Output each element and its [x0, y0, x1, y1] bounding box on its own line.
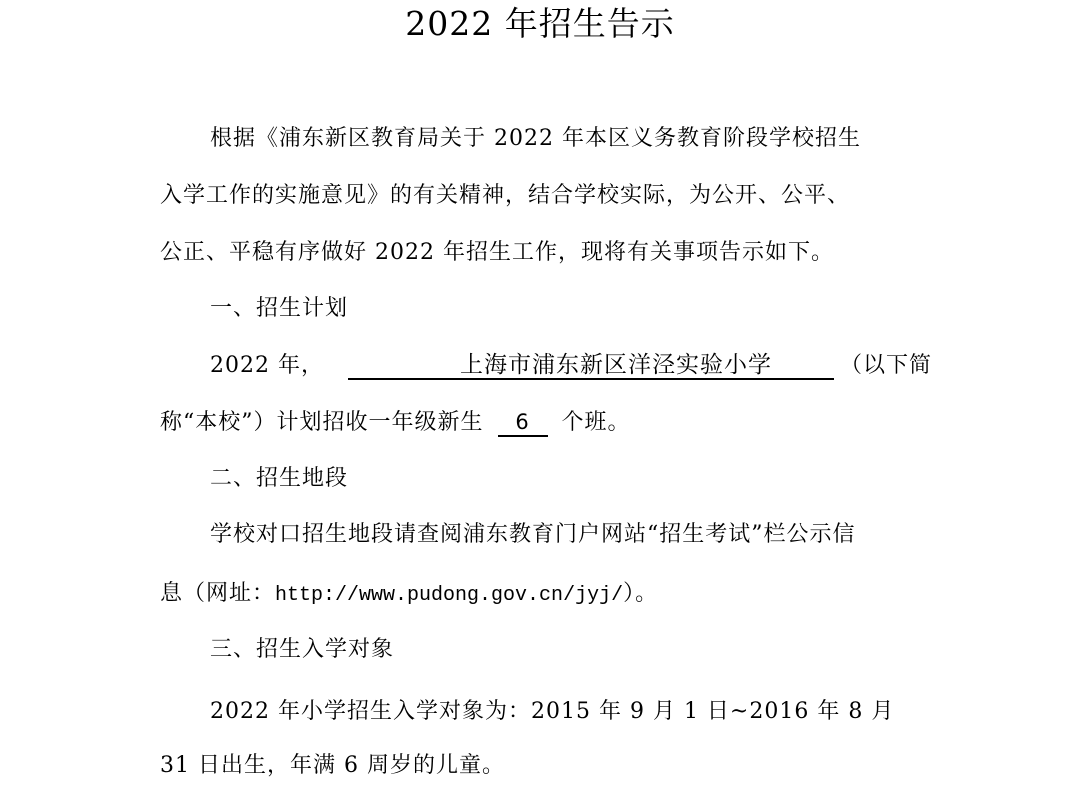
intro-line-1: 根据《浦东新区教育局关于 2022 年本区义务教育阶段学校招生: [210, 126, 861, 151]
section2-line2-suffix: ）。: [623, 581, 659, 606]
intro-line-2: 入学工作的实施意见》的有关精神，结合学校实际，为公开、公平、: [160, 183, 851, 208]
section3-heading: 三、招生入学对象: [210, 637, 395, 662]
school-name-field: 上海市浦东新区洋泾实验小学: [348, 352, 834, 380]
section2-line2-prefix: 息（网址：: [160, 581, 276, 606]
section1-heading: 一、招生计划: [210, 296, 349, 321]
section1-year-prefix: 2022 年，: [210, 353, 324, 378]
class-count-field: 6: [498, 409, 548, 437]
section3-line-2: 31 日出生，年满 6 周岁的儿童。: [160, 753, 505, 778]
section1-line2-prefix: 称“本校”）计划招收一年级新生: [160, 410, 484, 435]
section1-line2-suffix: 个班。: [561, 410, 631, 435]
intro-line-3: 公正、平稳有序做好 2022 年招生工作，现将有关事项告示如下。: [160, 240, 834, 265]
document-title: 2022 年招生告示: [405, 4, 675, 43]
section1-line1-suffix: （以下简: [839, 353, 932, 378]
section1-line-1: [210, 351, 932, 381]
section1-line-2: [160, 408, 631, 438]
section2-heading: 二、招生地段: [210, 466, 349, 491]
portal-url-link[interactable]: http://www.pudong.gov.cn/jyj/: [275, 584, 624, 607]
section3-line-1: 2022 年小学招生入学对象为：2015 年 9 月 1 日~2016 年 8 月: [210, 699, 895, 724]
section2-line-1: 学校对口招生地段请查阅浦东教育门户网站“招生考试”栏公示信: [210, 522, 856, 547]
section2-line-2: [160, 579, 658, 611]
